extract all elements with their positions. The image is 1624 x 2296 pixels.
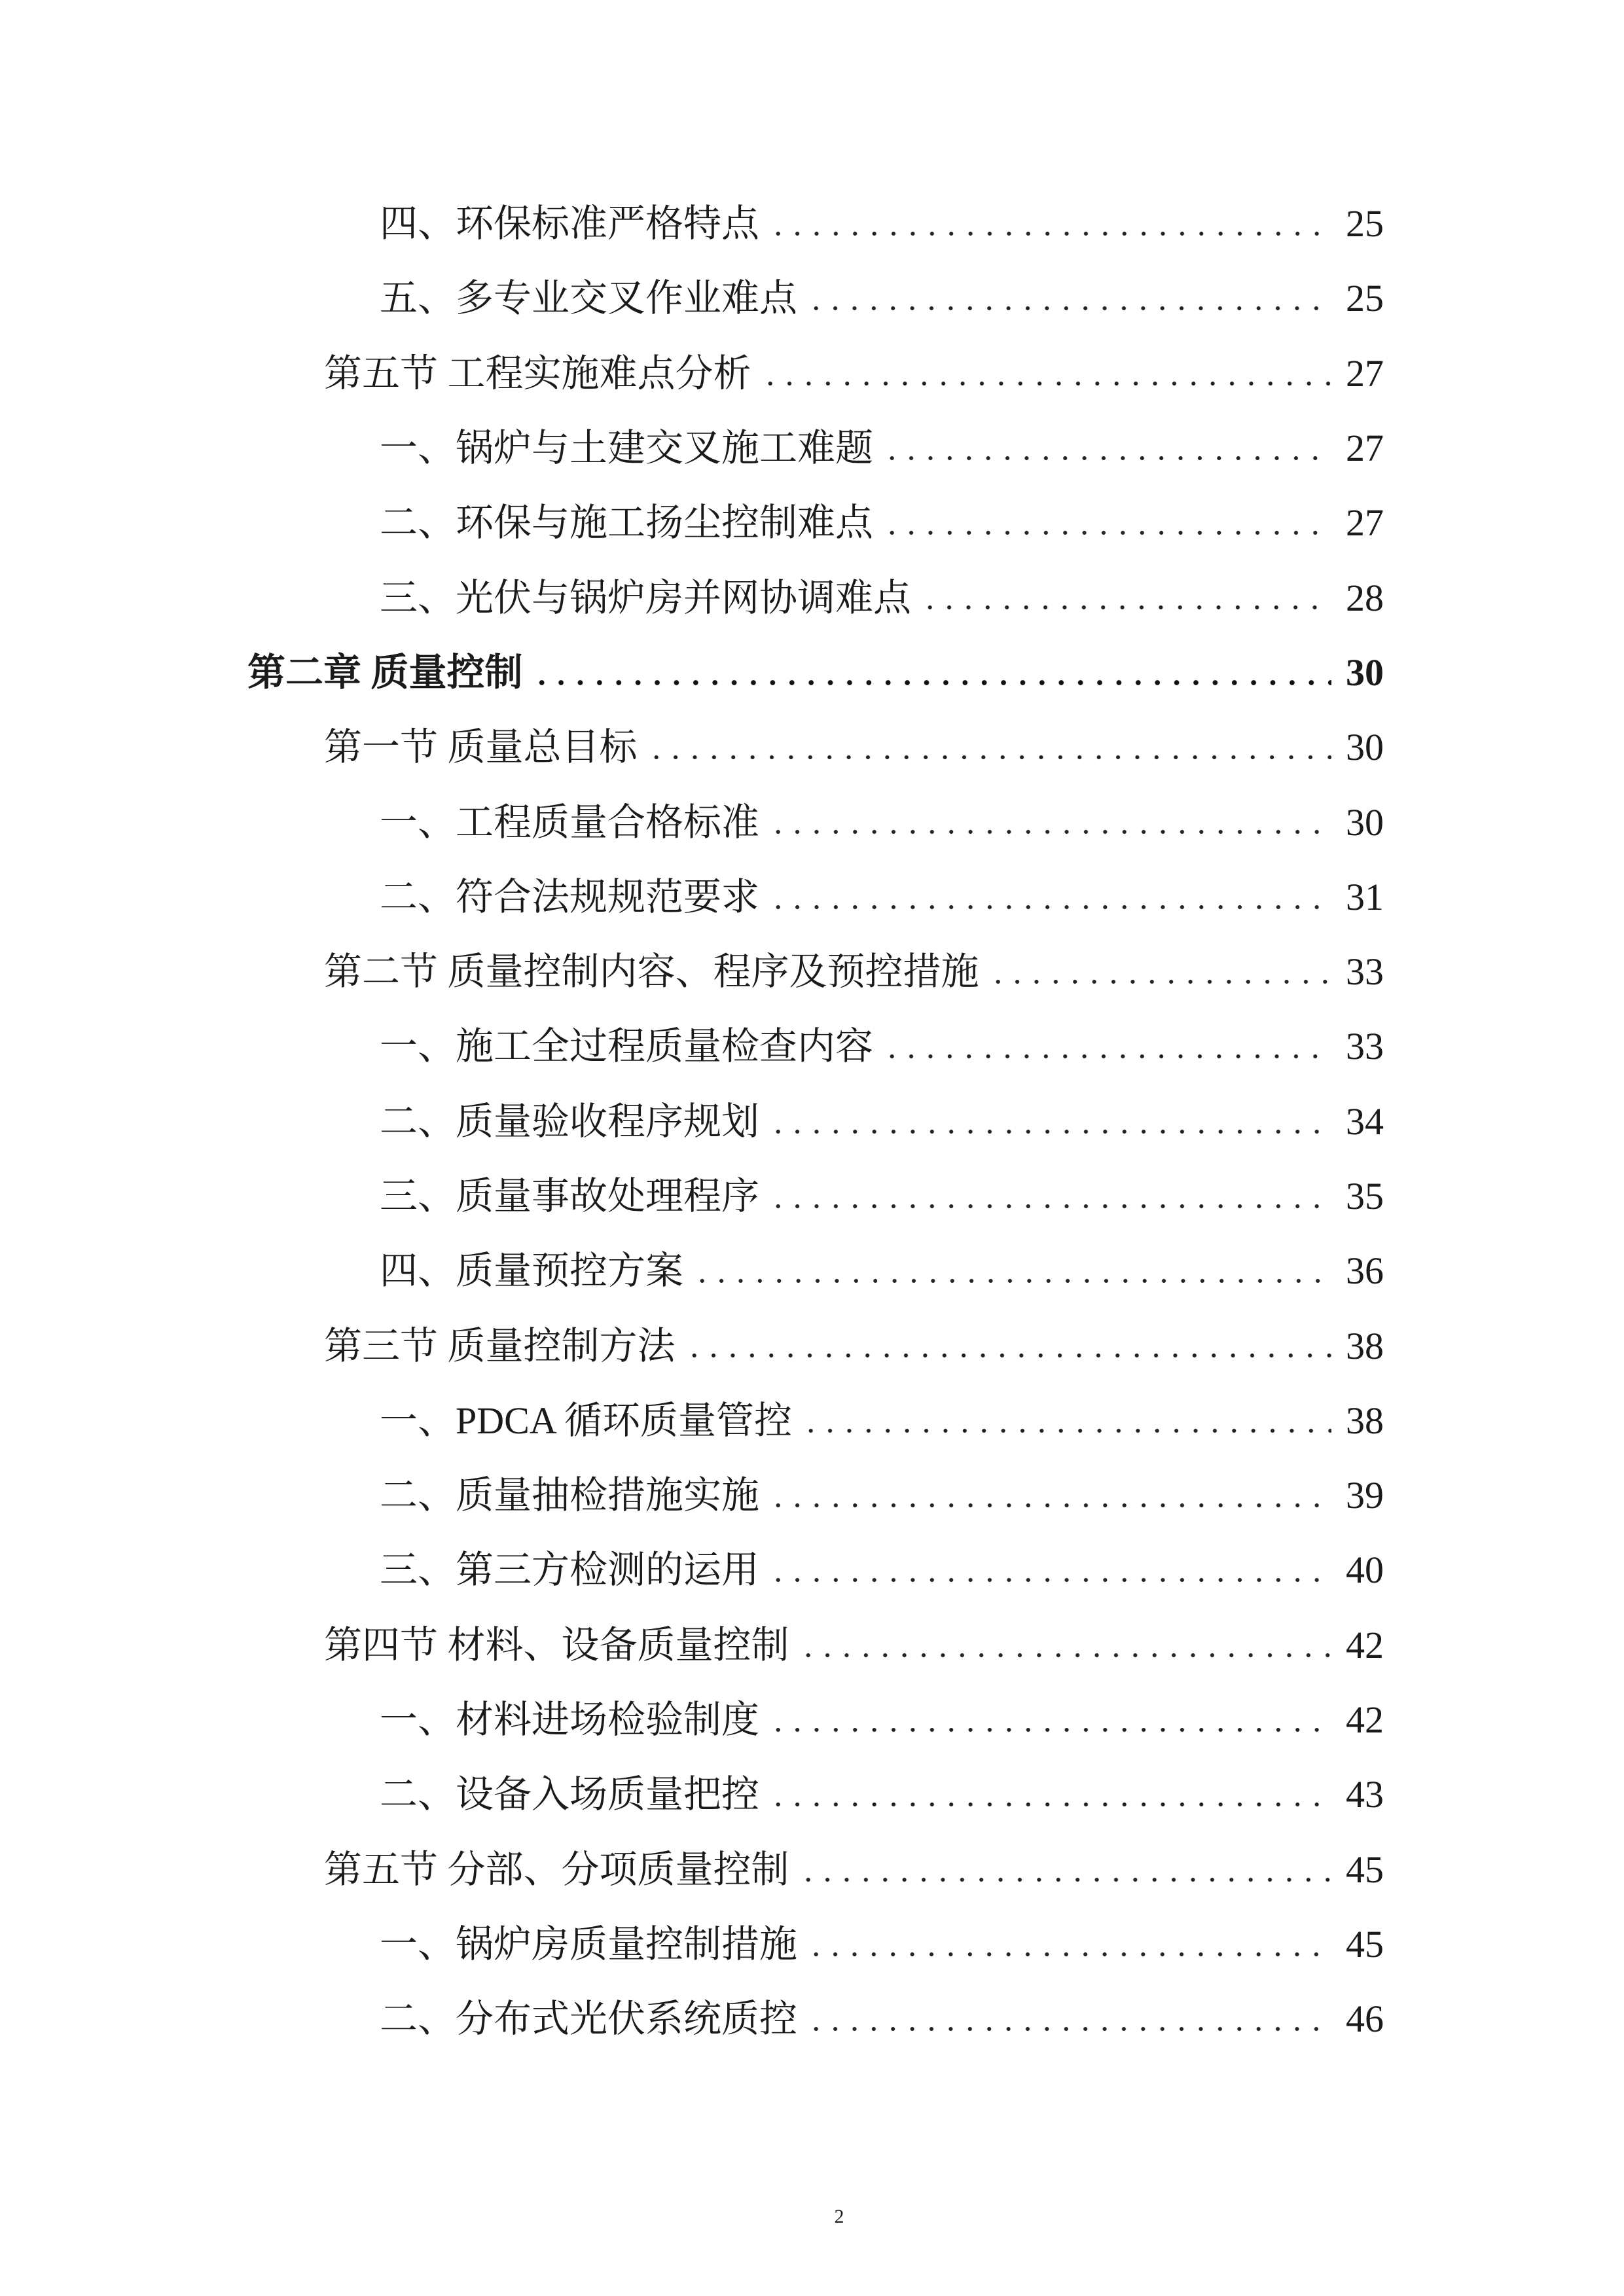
toc-chapter-entry: [247, 636, 1384, 710]
toc-entry-title: 一、锅炉与土建交叉施工难题: [380, 427, 874, 470]
toc-entry-page-number: 42: [1346, 1698, 1384, 1742]
dot-leader: [801, 1384, 1331, 1458]
dot-leader: [693, 1234, 1331, 1308]
dot-leader: [768, 187, 1331, 261]
toc-entry-title: 一、工程质量合格标准: [380, 800, 760, 844]
toc-entry-title: 二、符合法规规范要求: [380, 875, 760, 918]
toc-item-entry: [247, 486, 1384, 560]
toc-item-entry: [247, 1757, 1384, 1832]
dot-leader: [806, 261, 1331, 336]
toc-item-entry: [247, 560, 1384, 635]
toc-entry-page-number: 27: [1346, 427, 1384, 470]
toc-section-entry: [247, 1608, 1384, 1683]
toc-entry-page-number: 33: [1346, 1025, 1384, 1068]
toc-item-entry: [247, 1384, 1384, 1458]
toc-item-entry: [247, 1907, 1384, 1982]
toc-item-entry: [247, 261, 1384, 336]
toc-item-entry: [247, 1085, 1384, 1159]
toc-entry-page-number: 34: [1346, 1100, 1384, 1143]
toc-entry-title: 四、质量预控方案: [380, 1249, 684, 1293]
toc-entry-page-number: 30: [1346, 800, 1384, 844]
dot-leader: [920, 560, 1331, 635]
toc-entry-page-number: 30: [1346, 726, 1384, 769]
toc-item-entry: [247, 1234, 1384, 1308]
toc-entry-page-number: 25: [1346, 202, 1384, 245]
toc-entry-title: 四、环保标准严格特点: [380, 202, 760, 245]
page-number: 2: [834, 2206, 844, 2227]
toc-entry-title: 二、分布式光伏系统质控: [380, 1998, 798, 2041]
dot-leader: [685, 1308, 1331, 1383]
toc-item-entry: [247, 1009, 1384, 1084]
dot-leader: [768, 1458, 1331, 1533]
toc-item-entry: [247, 1458, 1384, 1533]
toc-entry-page-number: 46: [1346, 1998, 1384, 2041]
dot-leader: [768, 1159, 1331, 1234]
dot-leader: [768, 1757, 1331, 1832]
dot-leader: [768, 1533, 1331, 1607]
toc-entry-title: 二、设备入场质量把控: [380, 1773, 760, 1816]
dot-leader: [799, 1608, 1331, 1683]
dot-leader: [768, 860, 1331, 935]
toc-entry-title: 一、材料进场检验制度: [380, 1698, 760, 1742]
dot-leader: [988, 935, 1331, 1009]
toc-entry-title: 第五节 工程实施难点分析: [324, 351, 751, 395]
toc-entry-title: 第四节 材料、设备质量控制: [324, 1623, 789, 1666]
toc-entry-page-number: 25: [1346, 277, 1384, 320]
toc-item-entry: [247, 411, 1384, 486]
toc-entry-page-number: 27: [1346, 501, 1384, 545]
dot-leader: [768, 1085, 1331, 1159]
toc-entry-title: 第二节 质量控制内容、程序及预控措施: [324, 950, 979, 994]
toc-entry-title: 一、PDCA 循环质量管控: [380, 1399, 793, 1442]
dot-leader: [768, 1683, 1331, 1757]
toc-entry-title: 第一节 质量总目标: [324, 726, 638, 769]
toc-entry-title: 三、质量事故处理程序: [380, 1175, 760, 1217]
toc-entry-page-number: 35: [1346, 1175, 1384, 1217]
toc-entry-page-number: 42: [1346, 1623, 1384, 1666]
dot-leader: [882, 486, 1331, 560]
toc-entry-page-number: 33: [1346, 950, 1384, 994]
toc-entry-page-number: 40: [1346, 1549, 1384, 1592]
toc-item-entry: [247, 187, 1384, 261]
toc-item-entry: [247, 785, 1384, 859]
toc-entry-page-number: 30: [1346, 651, 1384, 694]
dot-leader: [647, 710, 1331, 785]
toc-entry-page-number: 45: [1346, 1848, 1384, 1891]
toc-entry-title: 三、光伏与锅炉房并网协调难点: [380, 576, 912, 619]
toc-entry-title: 第三节 质量控制方法: [324, 1324, 676, 1367]
toc-entry-title: 一、施工全过程质量检查内容: [380, 1025, 874, 1068]
toc-entry-page-number: 43: [1346, 1773, 1384, 1816]
toc-section-entry: [247, 935, 1384, 1009]
toc-entry-title: 三、第三方检测的运用: [380, 1549, 760, 1592]
dot-leader: [799, 1833, 1331, 1907]
toc-entry-page-number: 31: [1346, 875, 1384, 918]
toc-entry-title: 一、锅炉房质量控制措施: [380, 1922, 798, 1965]
toc-entry-title: 二、质量抽检措施实施: [380, 1474, 760, 1517]
dot-leader: [806, 1982, 1331, 2056]
toc-item-entry: [247, 1683, 1384, 1757]
dot-leader: [768, 785, 1331, 859]
toc-item-entry: [247, 860, 1384, 935]
toc-entry-page-number: 38: [1346, 1324, 1384, 1367]
toc-entry-title: 二、质量验收程序规划: [380, 1100, 760, 1143]
table-of-contents: [247, 187, 1384, 2056]
dot-leader: [532, 636, 1331, 710]
toc-entry-page-number: 38: [1346, 1399, 1384, 1442]
dot-leader: [882, 411, 1331, 486]
toc-entry-title: 二、环保与施工扬尘控制难点: [380, 501, 874, 545]
toc-section-entry: [247, 1308, 1384, 1383]
toc-entry-title: 第二章 质量控制: [247, 651, 523, 694]
toc-entry-page-number: 27: [1346, 351, 1384, 395]
toc-entry-title: 第五节 分部、分项质量控制: [324, 1848, 789, 1891]
dot-leader: [806, 1907, 1331, 1982]
toc-entry-page-number: 28: [1346, 576, 1384, 619]
toc-section-entry: [247, 1833, 1384, 1907]
toc-entry-title: 五、多专业交叉作业难点: [380, 277, 798, 320]
toc-item-entry: [247, 1982, 1384, 2056]
dot-leader: [761, 336, 1331, 411]
toc-entry-page-number: 39: [1346, 1474, 1384, 1517]
toc-item-entry: [247, 1159, 1384, 1234]
toc-section-entry: [247, 336, 1384, 411]
toc-section-entry: [247, 710, 1384, 785]
toc-entry-page-number: 36: [1346, 1249, 1384, 1293]
toc-item-entry: [247, 1533, 1384, 1607]
dot-leader: [882, 1009, 1331, 1084]
toc-entry-page-number: 45: [1346, 1922, 1384, 1965]
